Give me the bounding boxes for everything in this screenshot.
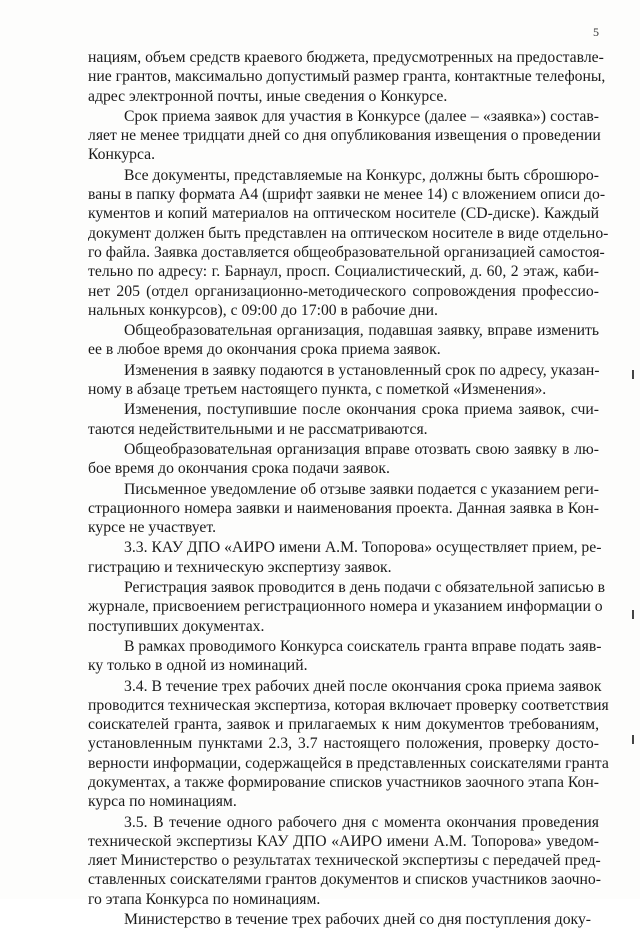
paragraph	[88, 677, 609, 812]
paragraph	[88, 578, 606, 636]
text-line: 3.4. В течение трех рабочих дней после окончания срока приема заявок	[124, 677, 602, 695]
text-line: ляет не менее тридцати дней со дня опубликования извещения о проведении	[88, 127, 601, 145]
paragraph	[88, 637, 602, 676]
text-line: го этапа Конкурса по номинациям.	[88, 890, 321, 908]
text-line: нет 205 (отдел организационно-методического сопровождения профессио-	[88, 282, 599, 300]
text-line: ее в любое время до окончания срока приема заявок.	[88, 341, 441, 359]
paragraph	[88, 400, 599, 439]
page-number: 5	[593, 25, 599, 39]
text-line: проводится техническая экспертиза, которая включает проверку соответствия	[88, 696, 609, 714]
paragraph	[88, 813, 599, 909]
text-line: нальных конкурсов), с 09:00 до 17:00 в рабочие дни.	[88, 301, 438, 319]
text-line: ваны в папку формата А4 (шрифт заявки не менее 14) с вложением описи до-	[88, 186, 606, 204]
text-line: ному в абзаце третьем настоящего пункта, с пометкой «Изменения».	[88, 381, 547, 399]
text-line: поступивших документах.	[88, 617, 265, 635]
text-line: ставленных соискателями грантов документов и списков участников заочно-	[88, 871, 601, 889]
text-line: 3.5. В течение одного рабочего дня с момента окончания проведения	[124, 813, 599, 831]
text-line: таются недействительными и не рассматриваются.	[88, 420, 428, 438]
text-line: адрес электронной почты, иные сведения о Конкурсе.	[88, 87, 448, 105]
text-line: ку только в одной из номинаций.	[88, 657, 308, 675]
text-line: В рамках проводимого Конкурса соискатель гранта вправе подать заяв-	[124, 637, 602, 655]
paragraph	[88, 48, 606, 106]
text-line: нациям, объем средств краевого бюджета, предусмотренных на предоставле-	[88, 49, 604, 66]
paragraph	[88, 480, 599, 538]
text-line: журнале, присвоением регистрационного номера и указанием информации о	[88, 598, 603, 616]
text-line: ние грантов, максимально допустимый размер гранта, контактные телефоны,	[88, 68, 606, 86]
text-line: Общеобразовательная организация вправе отозвать свою заявку в лю-	[124, 440, 599, 458]
text-line: Изменения, поступившие после окончания срока приема заявок, счи-	[124, 401, 599, 419]
text-line: Письменное уведомление об отзыве заявки подается с указанием реги-	[124, 480, 599, 498]
text-line: страционного номера заявки и наименования проекта. Данная заявка в Кон-	[88, 499, 599, 517]
text-line: ляет Министерство о результатах технической экспертизы с передачей пред-	[88, 852, 601, 870]
scan-edge-mark	[632, 370, 634, 379]
text-line: Министерство в течение трех рабочих дней со дня поступления доку-	[124, 911, 592, 929]
text-line: документах, а также формирование списков участников заочного этапа Кон-	[88, 773, 599, 791]
scan-edge-mark	[632, 735, 634, 744]
paragraph	[88, 166, 609, 320]
paragraph	[88, 361, 599, 400]
text-line: тельно по адресу: г. Барнаул, просп. Социалистический, д. 60, 2 этаж, каби-	[88, 263, 599, 281]
text-line: Конкурса.	[88, 146, 156, 164]
text-line: курсе не участвует.	[88, 519, 216, 537]
text-line: верности информации, содержащейся в представленных соискателями гранта	[88, 754, 609, 772]
scan-edge-mark	[632, 610, 634, 619]
text-line: соискателей гранта, заявок и прилагаемых к ним документов требованиям,	[88, 716, 599, 734]
text-line: установленным пунктами 2.3, 3.7 настоящего положения, проверку досто-	[88, 735, 599, 753]
text-line: гистрацию и техническую экспертизу заявок.	[88, 558, 392, 576]
paragraph	[88, 321, 599, 360]
text-line: Изменения в заявку подаются в установленный срок по адресу, указан-	[124, 361, 600, 379]
paragraph	[88, 538, 602, 577]
text-line: технической экспертизы КАУ ДПО «АИРО имени А.М. Топорова» уведом-	[88, 832, 599, 850]
text-line: 3.3. КАУ ДПО «АИРО имени А.М. Топорова» осуществляет прием, ре-	[124, 539, 602, 557]
text-line: Срок приема заявок для участия в Конкурсе (далее – «заявка») состав-	[124, 107, 599, 125]
text-line: документ должен быть представлен на оптическом носителе в виде отдельно-	[88, 224, 609, 242]
paragraph	[88, 440, 599, 479]
document-body	[88, 48, 609, 930]
text-line: Общеобразовательная организация, подавшая заявку, вправе изменить	[124, 322, 599, 340]
paragraph	[88, 107, 599, 165]
text-line: Все документы, представляемые на Конкурс, должны быть сброшюро-	[124, 166, 599, 184]
text-line: Регистрация заявок проводится в день подачи с обязательной записью в	[124, 579, 606, 597]
text-line: го файла. Заявка доставляется общеобразовательной организацией самостоя-	[88, 243, 605, 261]
text-line: кументов и копий материалов на оптическом носителе (CD-диске). Каждый	[88, 205, 599, 223]
text-line: бое время до окончания срока подачи заявок.	[88, 460, 390, 478]
paragraph	[88, 910, 599, 929]
text-line: курса по номинациям.	[88, 793, 237, 811]
